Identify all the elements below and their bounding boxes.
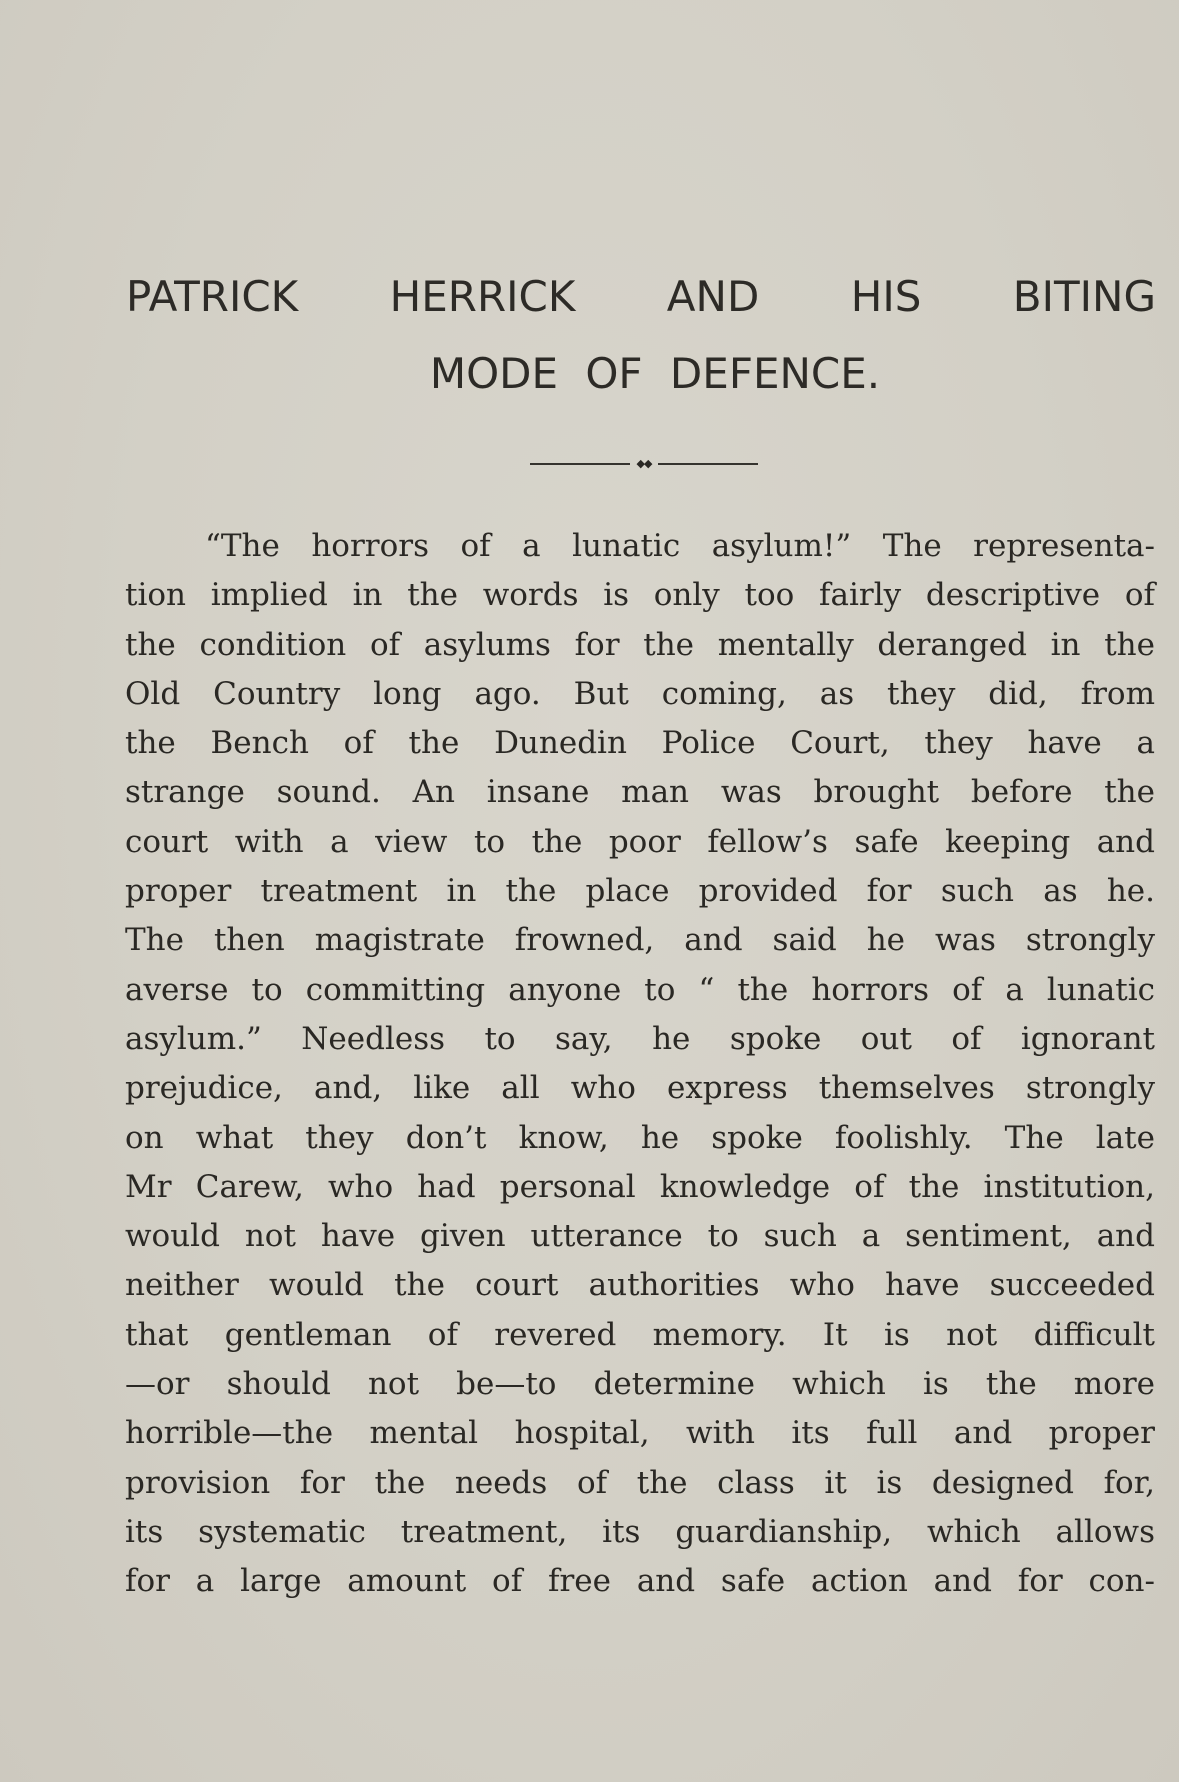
text-line: The then magistrate frowned, and said he was strongly <box>125 922 1155 959</box>
text-line: its systematic treatment, its guardianship, which allows <box>125 1513 1155 1550</box>
text-line: on what they don’t know, he spoke foolishly. The late <box>125 1119 1155 1156</box>
text-line: provision for the needs of the class it is designed for, <box>125 1464 1155 1501</box>
chapter-title-line-2: MODE OF DEFENCE. <box>429 349 881 398</box>
text-line: Old Country long ago. But coming, as they did, from <box>125 675 1155 712</box>
title-ornament <box>530 456 758 472</box>
text-line: strange sound. An insane man was brought before the <box>125 774 1155 811</box>
text-line: “The horrors of a lunatic asylum!” The representa- <box>205 528 1155 564</box>
text-line: the Bench of the Dunedin Police Court, they have a <box>125 725 1155 762</box>
ornament-rule-left <box>530 463 630 465</box>
text-line: —or should not be—to determine which is the more <box>125 1366 1155 1403</box>
text-line: averse to committing anyone to “ the horrors of a lunatic <box>125 971 1155 1008</box>
text-line: prejudice, and, like all who express themselves strongly <box>125 1070 1155 1107</box>
text-line: would not have given utterance to such a sentiment, and <box>125 1218 1155 1255</box>
text-line: tion implied in the words is only too fairly descriptive of <box>125 577 1155 614</box>
ornament-rule-right <box>658 463 758 465</box>
text-line: asylum.” Needless to say, he spoke out of ignorant <box>125 1020 1155 1057</box>
text-line: neither would the court authorities who have succeeded <box>125 1267 1155 1304</box>
text-line: court with a view to the poor fellow’s safe keeping and <box>125 823 1155 860</box>
text-line: Mr Carew, who had personal knowledge of the institution, <box>125 1168 1155 1205</box>
text-line: that gentleman of revered memory. It is not difficult <box>125 1316 1155 1353</box>
text-line: horrible—the mental hospital, with its full and proper <box>125 1415 1155 1452</box>
body-paragraph <box>125 522 1155 1607</box>
chapter-title-line-1: PATRICK HERRICK AND HIS BITING <box>126 272 1156 321</box>
text-line: proper treatment in the place provided for such as he. <box>125 873 1155 910</box>
diamond-ornament-icon: ◆◆ <box>636 457 652 470</box>
text-line: for a large amount of free and safe action and for con- <box>125 1563 1155 1600</box>
text-line: the condition of asylums for the mentally deranged in the <box>125 626 1155 663</box>
